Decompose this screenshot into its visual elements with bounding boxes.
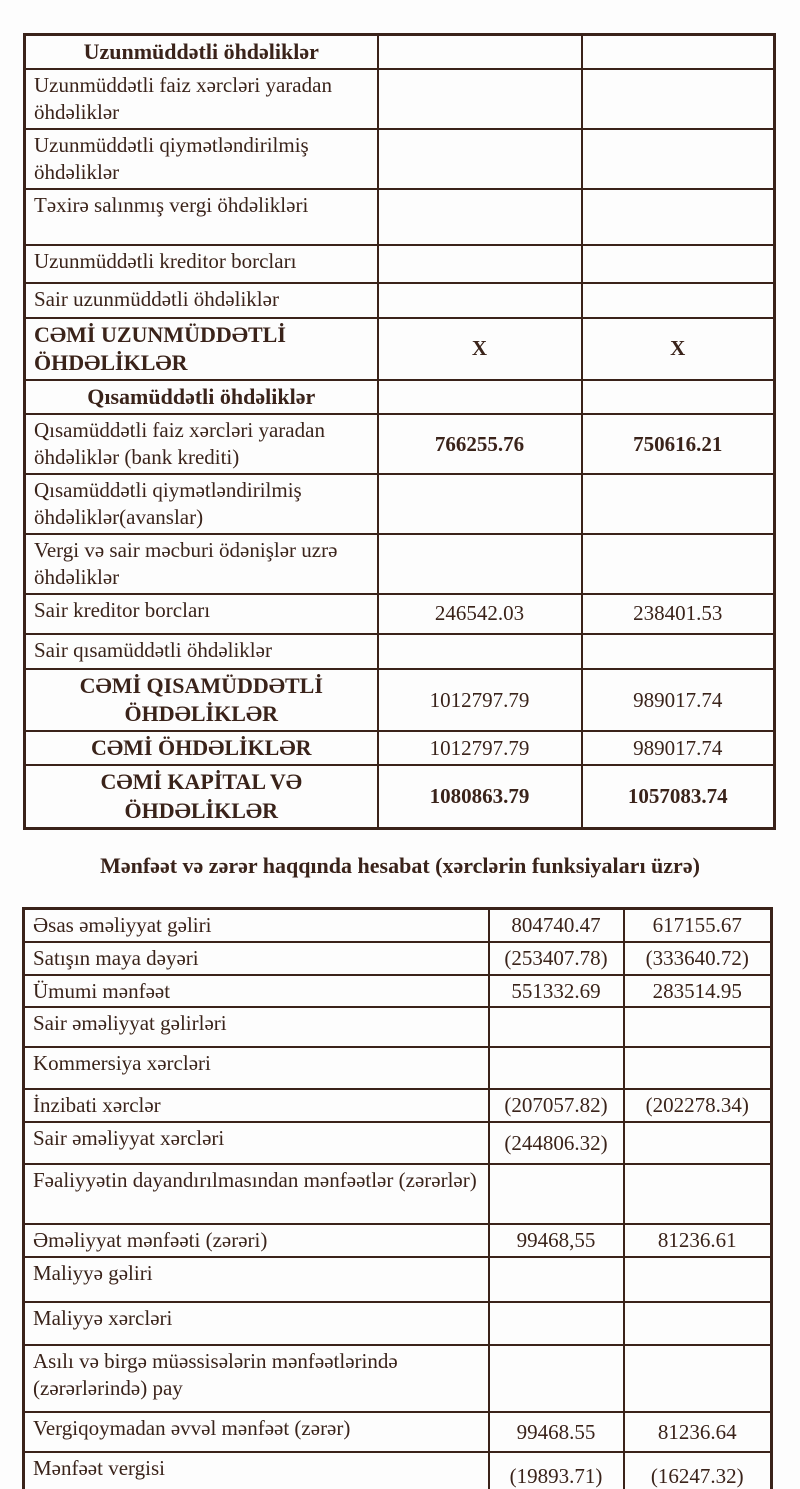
row-value-1 [489,1302,624,1345]
table-row [25,594,775,634]
row-value-2 [624,1164,772,1224]
row-label: Mənfəət vergisi [24,1452,489,1489]
table-row [24,1047,772,1089]
table-row [25,634,775,669]
row-label: Əsas əməliyyat gəliri [24,908,489,941]
table-row [25,189,775,245]
row-value-2 [582,129,775,189]
row-label: Sair kreditor borcları [25,594,378,634]
row-value-1 [378,245,582,283]
row-value-1: 804740.47 [489,908,624,941]
row-value-2: 238401.53 [582,594,775,634]
row-value-1: 1012797.79 [378,669,582,731]
row-value-1: 766255.76 [378,414,582,474]
row-label: Qısamüddətli faiz xərcləri yaradan öhdəliklər (bank krediti) [25,414,378,474]
row-label: Uzunmüddətli öhdəliklər [25,35,378,70]
table-row [24,908,772,941]
row-value-2 [582,245,775,283]
row-value-2: (333640.72) [624,942,772,975]
row-label: Uzunmüddətli faiz xərcləri yaradan öhdəliklər [25,69,378,129]
table-row [25,765,775,828]
row-value-2: 750616.21 [582,414,775,474]
row-label: Satışın maya dəyəri [24,942,489,975]
income-statement-table-body [24,908,772,1489]
row-value-2 [624,1302,772,1345]
row-value-1 [489,1007,624,1047]
row-value-1: 99468.55 [489,1412,624,1452]
row-value-2 [582,474,775,534]
row-label: Maliyyə xərcləri [24,1302,489,1345]
row-label: Qısamüddətli qiymətləndirilmiş öhdəliklər(avanslar) [25,474,378,534]
row-label: Vergiqoymadan əvvəl mənfəət (zərər) [24,1412,489,1452]
table-row [24,1345,772,1412]
row-label: Təxirə salınmış vergi öhdəlikləri [25,189,378,245]
row-value-2: 283514.95 [624,975,772,1008]
table-row [24,1452,772,1489]
table-row [24,1164,772,1224]
table-row [25,35,775,70]
row-value-1 [378,534,582,594]
table-row [24,1412,772,1452]
row-value-2 [582,35,775,70]
row-value-1 [378,474,582,534]
table-row [24,1257,772,1302]
row-value-1 [489,1164,624,1224]
row-label: Sair əməliyyat gəlirləri [24,1007,489,1047]
row-label: Sair əməliyyat xərcləri [24,1122,489,1164]
row-label: Maliyyə gəliri [24,1257,489,1302]
row-label: Sair qısamüddətli öhdəliklər [25,634,378,669]
row-label: Uzunmüddətli kreditor borcları [25,245,378,283]
balance-sheet-liabilities-table [23,33,776,830]
balance-sheet-table-body [25,35,775,829]
row-value-1: 246542.03 [378,594,582,634]
row-label: İnzibati xərclər [24,1089,489,1122]
table-row [25,731,775,765]
row-value-2: 81236.64 [624,1412,772,1452]
row-value-2 [582,283,775,318]
row-value-1 [378,634,582,669]
row-label: Fəaliyyətin dayandırılmasından mənfəətlər (zərərlər) [24,1164,489,1224]
row-label: CƏMİ UZUNMÜDDƏTLİ ÖHDƏLİKLƏR [25,318,378,380]
row-value-2: 81236.61 [624,1224,772,1257]
row-label: Əməliyyat mənfəəti (zərəri) [24,1224,489,1257]
table-row [25,669,775,731]
row-value-2 [582,380,775,414]
row-value-2 [624,1345,772,1412]
row-value-1: 551332.69 [489,975,624,1008]
row-value-1 [489,1345,624,1412]
table-row [25,414,775,474]
row-value-1 [378,283,582,318]
row-value-1 [378,35,582,70]
income-statement-table [22,907,773,1489]
table-row [25,69,775,129]
row-value-2: X [582,318,775,380]
row-value-2 [582,69,775,129]
row-value-2 [582,534,775,594]
table-row [24,1302,772,1345]
row-value-2 [582,634,775,669]
row-label: CƏMİ QISAMÜDDƏTLİ ÖHDƏLİKLƏR [25,669,378,731]
row-label: Vergi və sair məcburi ödənişlər uzrə öhdəliklər [25,534,378,594]
table-row [24,942,772,975]
row-value-2 [624,1047,772,1089]
table-row [25,283,775,318]
row-value-2: 617155.67 [624,908,772,941]
table-row [25,245,775,283]
row-value-1 [489,1047,624,1089]
table-row [25,474,775,534]
row-value-1: (19893.71) [489,1452,624,1489]
row-label: Ümumi mənfəət [24,975,489,1008]
row-label: Asılı və birgə müəssisələrin mənfəətlərində (zərərlərində) pay [24,1345,489,1412]
table-row [24,1224,772,1257]
row-label: Uzunmüddətli qiymətləndirilmiş öhdəliklər [25,129,378,189]
row-value-2: (202278.34) [624,1089,772,1122]
row-value-2 [624,1122,772,1164]
row-value-2: 989017.74 [582,731,775,765]
table-row [25,318,775,380]
row-label: Qısamüddətli öhdəliklər [25,380,378,414]
row-value-1: (207057.82) [489,1089,624,1122]
row-label: Sair uzunmüddətli öhdəliklər [25,283,378,318]
row-value-1 [489,1257,624,1302]
row-value-1: X [378,318,582,380]
row-value-1: (244806.32) [489,1122,624,1164]
row-value-1: (253407.78) [489,942,624,975]
row-value-2 [582,189,775,245]
row-value-2: 989017.74 [582,669,775,731]
row-value-2: 1057083.74 [582,765,775,828]
income-statement-title: Mənfəət və zərər haqqında hesabat (xərclərin funksiyaları üzrə) [100,852,700,878]
table-row [25,129,775,189]
row-label: Kommersiya xərcləri [24,1047,489,1089]
row-value-1: 99468,55 [489,1224,624,1257]
row-value-1 [378,189,582,245]
table-row [25,534,775,594]
table-row [24,1089,772,1122]
row-value-1 [378,69,582,129]
table-row [24,1007,772,1047]
table-row [24,1122,772,1164]
table-row [24,975,772,1008]
row-value-1 [378,129,582,189]
row-value-1: 1080863.79 [378,765,582,828]
row-value-2 [624,1007,772,1047]
table-row [25,380,775,414]
row-value-1 [378,380,582,414]
row-label: CƏMİ ÖHDƏLİKLƏR [25,731,378,765]
row-value-2: (16247.32) [624,1452,772,1489]
row-value-2 [624,1257,772,1302]
row-value-1: 1012797.79 [378,731,582,765]
row-label: CƏMİ KAPİTAL VƏ ÖHDƏLİKLƏR [25,765,378,828]
